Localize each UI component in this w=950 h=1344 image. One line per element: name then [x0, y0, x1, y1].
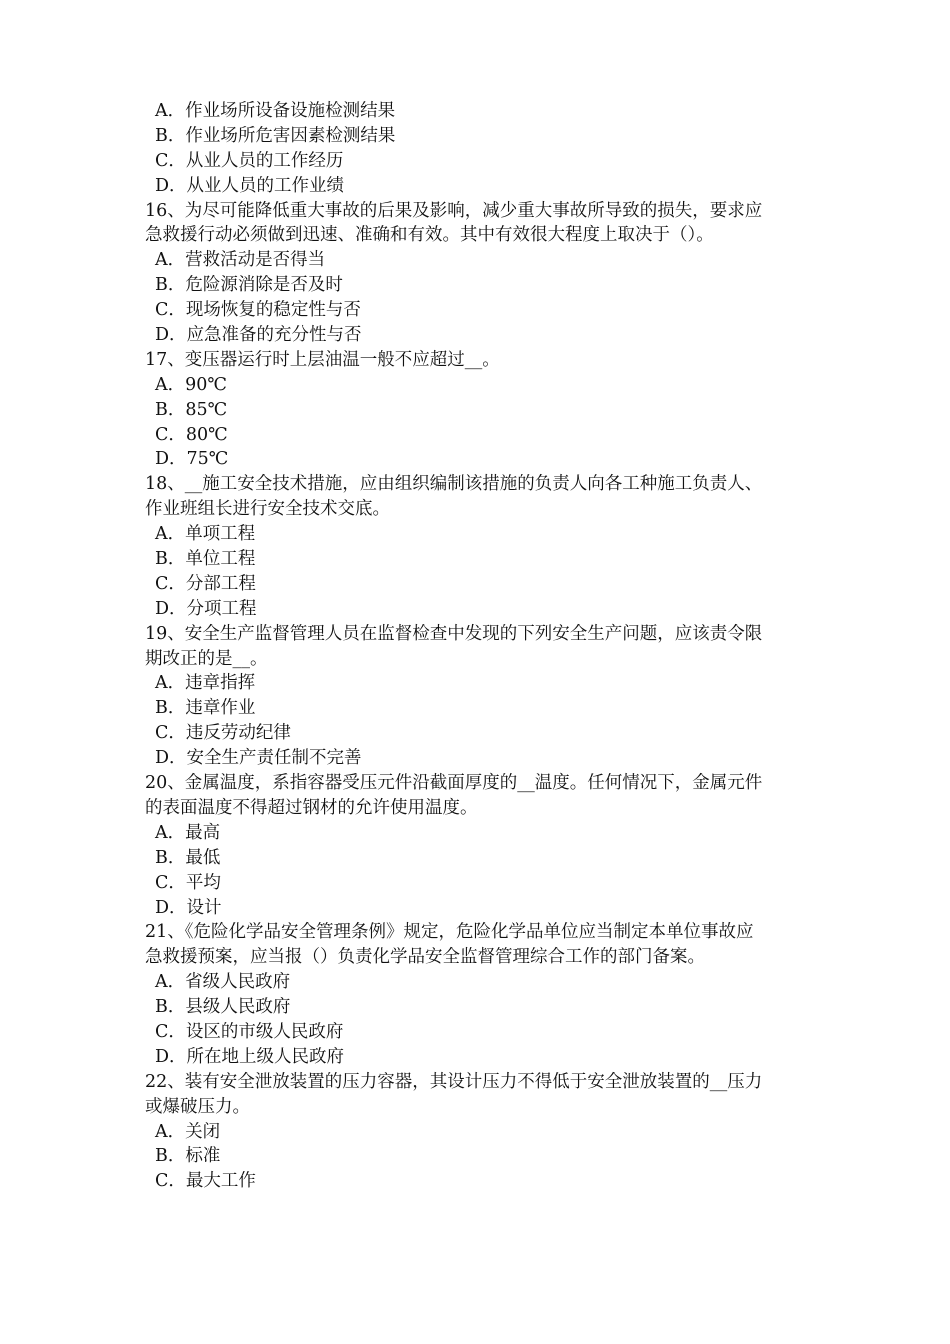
option-line: A．违章指挥 [155, 673, 256, 694]
option-line: A．作业场所设备设施检测结果 [155, 101, 396, 121]
option-line: A．关闭 [155, 1121, 221, 1142]
question-line: 20、金属温度，系指容器受压元件沿截面厚度的__温度。任何情况下，金属元件 [145, 773, 763, 794]
question-line: 16、为尽可能降低重大事故的后果及影响，减少重大事故所导致的损失，要求应 [145, 200, 763, 221]
option-line: C．从业人员的工作经历 [155, 150, 344, 171]
option-line: C．平均 [155, 872, 221, 893]
option-line: B．85℃ [155, 399, 228, 420]
option-line: D．所在地上级人民政府 [155, 1046, 345, 1067]
question-line: 22、装有安全泄放装置的压力容器，其设计压力不得低于安全泄放装置的__压力 [145, 1071, 763, 1092]
option-line: C．设区的市级人民政府 [155, 1021, 344, 1042]
option-line: D．从业人员的工作业绩 [155, 175, 345, 196]
option-line: B．单位工程 [155, 549, 256, 570]
option-line: B．作业场所危害因素检测结果 [155, 125, 396, 146]
option-line: A．最高 [155, 822, 221, 843]
question-line: 17、变压器运行时上层油温一般不应超过__。 [145, 349, 500, 370]
option-line: B．危险源消除是否及时 [155, 275, 343, 296]
option-line: D．应急准备的充分性与否 [155, 325, 362, 346]
option-line: A．单项工程 [155, 524, 256, 545]
option-line: A．营救活动是否得当 [155, 250, 326, 271]
question-line: 18、__施工安全技术措施，应由组织编制该措施的负责人向各工种施工负责人、 [145, 474, 763, 495]
question-line: 19、安全生产监督管理人员在监督检查中发现的下列安全生产问题，应该责令限 [145, 623, 763, 644]
option-line: B．违章作业 [155, 698, 256, 719]
option-line: C．80℃ [155, 424, 228, 445]
option-line: B．标准 [155, 1146, 221, 1167]
option-line: D．安全生产责任制不完善 [155, 748, 362, 769]
option-line: C．现场恢复的稳定性与否 [155, 300, 361, 321]
document-page [145, 99, 815, 1194]
option-line: D．分项工程 [155, 598, 257, 619]
option-line: D．设计 [155, 897, 222, 918]
option-line: D．75℃ [155, 449, 229, 470]
question-line: 急救援预案，应当报（）负责化学品安全监督管理综合工作的部门备案。 [145, 947, 705, 968]
option-line: B．县级人民政府 [155, 997, 291, 1018]
question-line: 的表面温度不得超过钢材的允许使用温度。 [145, 797, 478, 818]
option-line: A．省级人民政府 [155, 972, 291, 993]
question-line: 作业班组长进行安全技术交底。 [145, 499, 390, 520]
question-line: 急救援行动必须做到迅速、准确和有效。其中有效很大程度上取决于（）。 [145, 225, 714, 246]
option-line: A．90℃ [155, 374, 227, 395]
option-line: B．最低 [155, 847, 221, 868]
question-line: 21、《危险化学品安全管理条例》规定，危险化学品单位应当制定本单位事故应 [145, 922, 754, 943]
question-line: 期改正的是__。 [145, 648, 268, 669]
option-line: C．违反劳动纪律 [155, 723, 291, 744]
option-line: C．最大工作 [155, 1171, 256, 1192]
question-line: 或爆破压力。 [145, 1096, 250, 1117]
option-line: C．分部工程 [155, 573, 256, 594]
